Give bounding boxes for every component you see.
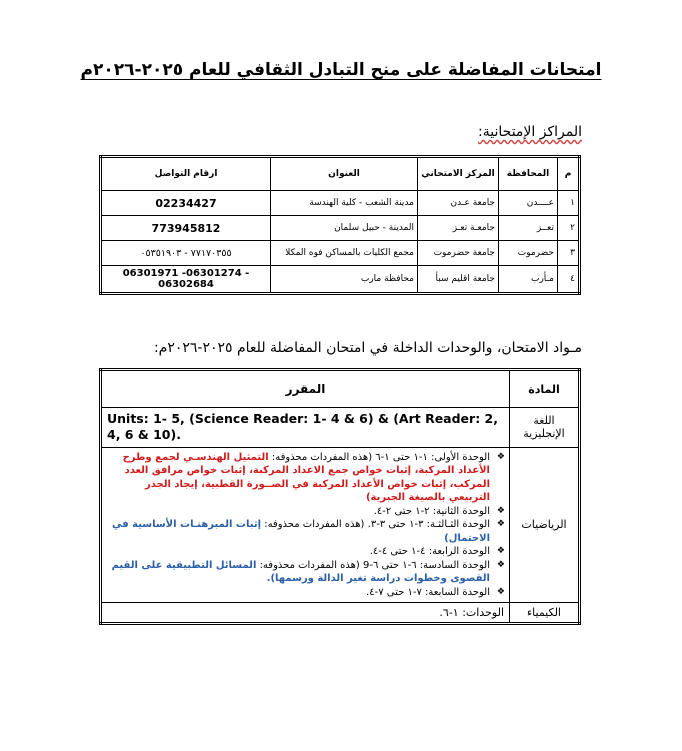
row-governorate: تعــز (499, 216, 558, 241)
table-row (101, 241, 580, 266)
col-governorate: المحافظة (499, 157, 558, 191)
syllabus-math (101, 447, 510, 603)
row-governorate: مـأرب (499, 266, 558, 294)
syllabus-chemistry: الوحدات: ١-٦. (101, 603, 510, 624)
list-item: ❖ الوحدة الأولى: ١-١ حتى ١-٦ (هذه المفردات محذوفه: التمثيل الهندسـي لجمع وطرح الأعداد المركبة، إثبات خواص جمع الاعداد المركبة، إثبات خواص مرافق العدد المركب، إثبات خواص الأعداد المركبة في الصــورة القطبية، إيجاد الجذر التربيعي بالصيغة الجبرية) (107, 451, 492, 505)
subject-math: الرياضيات (510, 447, 580, 603)
row-center: جامعة حضرموت (418, 241, 499, 266)
table-row (101, 216, 580, 241)
row-num: ١ (558, 191, 580, 216)
row-phones: 773945812 (101, 216, 271, 241)
table-header-row (101, 370, 580, 408)
row-center: جامعـة تعـز (418, 216, 499, 241)
math-units-list (107, 451, 504, 600)
table-row (101, 266, 580, 294)
row-governorate: حضرموت (499, 241, 558, 266)
row-num: ٤ (558, 266, 580, 294)
list-item: ❖ الوحدة السادسة: ٦-١ حتى ٦-9 (هذه المفردات محذوفه: المسائل التطبيقية على القيم القصوى وخطوات دراسة تغير الدالة ورسمها). (107, 559, 492, 586)
row-center: جامعة عـدن (418, 191, 499, 216)
table-row-english (101, 408, 580, 448)
list-item: ❖ الوحدة السابعة: ٧-١ حتى ٧-٤. (107, 586, 492, 600)
row-phones: 02234427 (101, 191, 271, 216)
row-num: ٢ (558, 216, 580, 241)
row-address: محافظة مارب (271, 266, 418, 294)
col-syllabus: المقرر (101, 370, 510, 408)
table-row-math (101, 447, 580, 603)
table-row (101, 191, 580, 216)
row-phones: 06301971 -06301274 - 06302684 (101, 266, 271, 294)
syllabus-english: Units: 1- 5, (Science Reader: 1- 4 & 6) & (Art Reader: 2, 4, 6 & 10). (101, 408, 510, 448)
list-item: ❖ الوحدة الرابعة: ٤-١ حتى ٤-٤. (107, 545, 492, 559)
centers-heading: المراكز الإمتحانية: (478, 124, 582, 140)
col-address: العنوان (271, 157, 418, 191)
page-title: امتحانات المفاضلة على منح التبادل الثقافي للعام ٢٠٢٥-٢٠٢٦م (80, 60, 602, 80)
row-address: مجمع الكليات بالمساكن فوه المكلا (271, 241, 418, 266)
subject-chemistry: الكيمياء (510, 603, 580, 624)
table-row-chemistry (101, 603, 580, 624)
col-num: م (558, 157, 580, 191)
row-center: جامعة اقليم سبأ (418, 266, 499, 294)
row-address: مدينة الشعب - كلية الهندسة (271, 191, 418, 216)
subject-english: اللغة الإنجليزية (510, 408, 580, 448)
subjects-table (99, 368, 581, 625)
col-phones: ارقام التواصل (101, 157, 271, 191)
row-governorate: عــــدن (499, 191, 558, 216)
list-item: ❖ الوحدة الثانية: ٢-١ حتى ٢-٤. (107, 505, 492, 519)
list-item: ❖ الوحدة الثـالثـة: ٣-١ حتى ٣-٣. (هذه المفردات محذوفه: إثبات المبرهنـات الأساسية في الاحتمال) (107, 518, 492, 545)
col-subject: المادة (510, 370, 580, 408)
subjects-heading: مـواد الامتحان، والوحدات الداخلة في امتحان المفاضلة للعام ٢٠٢٥-٢٠٢٦م: (153, 340, 582, 356)
table-header-row (101, 157, 580, 191)
exam-centers-table (99, 155, 581, 295)
row-num: ٣ (558, 241, 580, 266)
row-phones: ٧٧١٧٠٣٥٥ - ٠٥٣٥١٩٠٣ (101, 241, 271, 266)
row-address: المدينة - حبيل سلمان (271, 216, 418, 241)
col-center: المركز الامتحاني (418, 157, 499, 191)
